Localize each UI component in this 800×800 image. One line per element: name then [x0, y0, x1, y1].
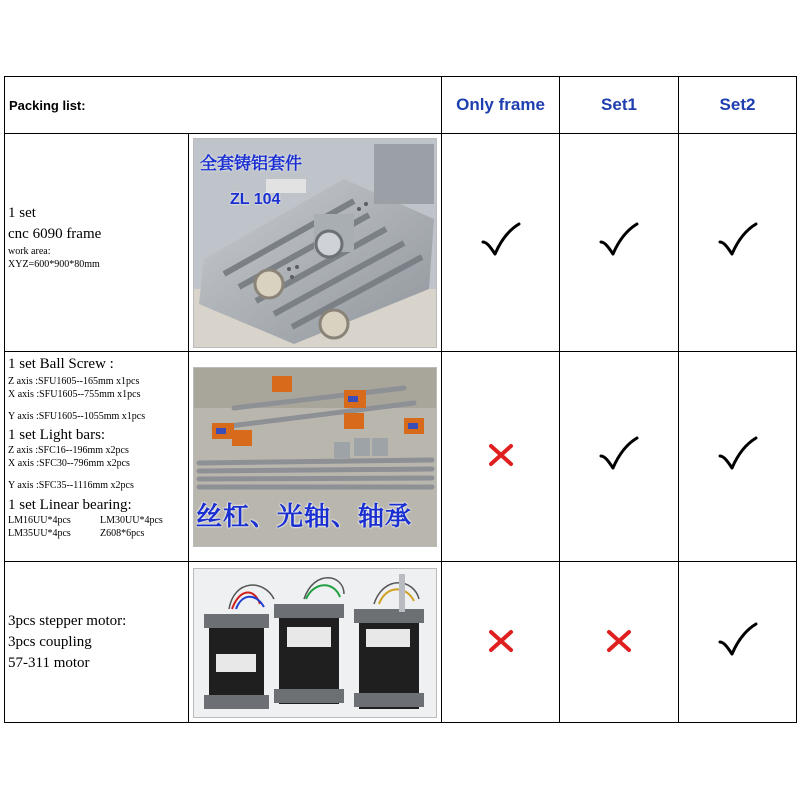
- row1-description: [8, 205, 186, 271]
- col-only-frame: Only frame: [456, 95, 545, 114]
- row3-only-frame-cross-icon: [442, 562, 559, 722]
- light-bar-line: Y axis :SFC35--1116mm x2pcs: [8, 480, 134, 491]
- row2-set1-check-icon: [560, 352, 678, 561]
- row3-line: 3pcs coupling: [8, 634, 92, 650]
- row1-line: cnc 6090 frame: [8, 226, 102, 242]
- row2-description: [8, 356, 188, 540]
- row2-set2-check-icon: [679, 352, 796, 561]
- check-icon: [716, 620, 760, 660]
- frame-photo-caption-cn: 全套铸铝套件: [200, 154, 302, 174]
- packing-table: [4, 76, 797, 723]
- frame-photo: [193, 138, 437, 348]
- bearing-item: LM35UU*4pcs: [8, 528, 71, 539]
- motors-photo: [193, 568, 437, 718]
- row1-set2-check-icon: [679, 134, 796, 351]
- row1-line: work area:: [8, 246, 51, 257]
- packing-list-label: Packing list:: [9, 97, 86, 113]
- cross-icon: [479, 434, 523, 474]
- col-divider: [188, 134, 189, 722]
- row2-only-frame-cross-icon: [442, 352, 559, 561]
- row3-set2-check-icon: [679, 562, 796, 722]
- check-icon: [597, 220, 641, 260]
- bearing-line: [8, 514, 188, 527]
- screws-photo: [193, 367, 437, 547]
- row1-line: XYZ=600*900*80mm: [8, 259, 100, 270]
- ball-screw-line: Z axis :SFU1605--165mm x1pcs: [8, 376, 140, 387]
- row3-line: 3pcs stepper motor:: [8, 613, 127, 629]
- bearing-item: LM16UU*4pcs: [8, 515, 71, 526]
- screws-photo-caption-cn: 丝杠、光轴、轴承: [196, 502, 413, 532]
- check-icon: [597, 434, 641, 474]
- light-bar-line: X axis :SFC30--796mm x2pcs: [8, 458, 130, 469]
- col-set2: Set2: [719, 95, 756, 114]
- check-icon: [716, 220, 760, 260]
- row1-only-frame-check-icon: [442, 134, 559, 351]
- frame-photo-caption-en: ZL 104: [230, 191, 281, 208]
- row3-line: 57-311 motor: [8, 655, 90, 671]
- ball-screw-line: Y axis :SFU1605--1055mm x1pcs: [8, 411, 146, 422]
- cross-icon: [597, 620, 641, 660]
- linear-bearing-title: 1 set Linear bearing:: [8, 497, 132, 513]
- row1-line: 1 set: [8, 205, 36, 221]
- row3-description: [8, 613, 188, 672]
- cross-icon: [479, 620, 523, 660]
- light-bars-title: 1 set Light bars:: [8, 427, 106, 443]
- bearing-line: [8, 527, 188, 540]
- row3-set1-cross-icon: [560, 562, 678, 722]
- ball-screw-title: 1 set Ball Screw :: [8, 356, 114, 372]
- bearing-item: LM30UU*4pcs: [100, 515, 163, 526]
- check-icon: [716, 434, 760, 474]
- light-bar-line: Z axis :SFC16--196mm x2pcs: [8, 445, 129, 456]
- bearing-item: Z608*6pcs: [100, 528, 145, 539]
- check-icon: [479, 220, 523, 260]
- row1-set1-check-icon: [560, 134, 678, 351]
- col-set1: Set1: [601, 95, 637, 114]
- ball-screw-line: X axis :SFU1605--755mm x1pcs: [8, 389, 141, 400]
